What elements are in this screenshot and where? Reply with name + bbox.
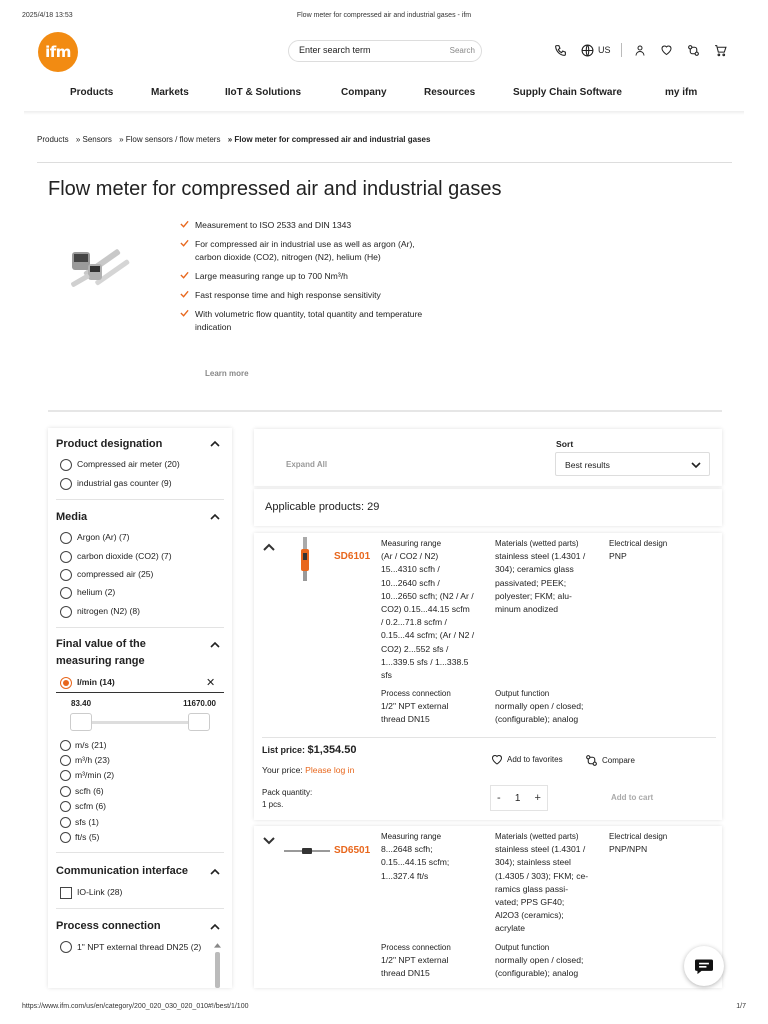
chevron-up-icon[interactable]	[210, 867, 220, 877]
region-label: US	[598, 45, 611, 55]
product-thumbnail[interactable]	[284, 847, 330, 855]
check-icon	[180, 220, 189, 228]
cart-icon[interactable]	[713, 42, 729, 58]
spec-label: Materials (wetted parts)	[495, 539, 579, 548]
filter-option-label: m/s (21)	[75, 740, 107, 750]
favorites-label: Add to favorites	[507, 755, 563, 764]
quantity-decrease-button[interactable]: -	[497, 792, 501, 804]
search-button[interactable]: Search	[449, 46, 475, 55]
nav-company[interactable]: Company	[341, 87, 387, 98]
filter-option-label: 1" NPT external thread DN25 (2)	[77, 942, 202, 952]
filter-title-media[interactable]: Media	[56, 511, 88, 523]
sort-value: Best results	[565, 460, 610, 470]
range-thumb-max[interactable]	[188, 713, 210, 731]
feature-text: Measurement to ISO 2533 and DIN 1343	[195, 220, 352, 230]
breadcrumb-flow-sensors[interactable]: » Flow sensors / flow meters	[119, 135, 221, 144]
list-price-label: List price:	[262, 745, 306, 755]
learn-more-link[interactable]: Learn more	[205, 369, 249, 378]
range-min-value: 83.40	[71, 699, 92, 708]
measuring-range-spec	[381, 830, 491, 883]
compare-label: Compare	[602, 756, 635, 765]
filter-divider	[56, 852, 224, 853]
output-function-spec	[495, 687, 610, 727]
breadcrumb-current: » Flow meter for compressed air and industrial gases	[227, 135, 431, 144]
measuring-range-spec	[381, 537, 491, 682]
chevron-up-icon[interactable]	[210, 922, 220, 932]
radio-button[interactable]	[60, 478, 72, 490]
region-selector[interactable]	[579, 42, 611, 58]
spec-label: Process connection	[381, 689, 451, 698]
applicable-products-text: Applicable products: 29	[265, 501, 380, 513]
filter-divider	[56, 908, 224, 909]
filter-option[interactable]	[60, 551, 172, 563]
radio-button[interactable]	[60, 587, 72, 599]
radio-button[interactable]	[60, 817, 71, 828]
feature-text: With volumetric flow quantity, total quantity and temperature indication	[195, 308, 423, 332]
print-title: Flow meter for compressed air and industrial gases - ifm	[296, 12, 472, 19]
filter-option-label: carbon dioxide (CO2) (7)	[77, 551, 172, 561]
expand-all-button[interactable]: Expand All	[286, 460, 328, 469]
spec-label: Electrical design	[609, 539, 668, 548]
electrical-spec	[609, 537, 714, 563]
filter-option-label: sfs (1)	[75, 817, 99, 827]
process-connection-spec	[381, 687, 491, 727]
print-page-number: 1/7	[736, 1003, 746, 1010]
header-icons	[552, 42, 740, 58]
filter-title-final-value[interactable]: Final value of the measuring range	[56, 638, 146, 667]
check-icon	[180, 290, 189, 298]
filter-option[interactable]	[60, 832, 99, 843]
range-max-value: 11670.00	[183, 699, 216, 708]
scroll-up-icon[interactable]	[214, 942, 221, 948]
spec-value: normally open / closed; (configurable); analog	[495, 701, 584, 725]
process-connection-spec	[381, 941, 491, 981]
clear-filter-icon[interactable]: ✕	[206, 677, 216, 689]
main-navigation	[0, 84, 768, 104]
nav-iiot-solutions[interactable]: IIoT & Solutions	[225, 87, 302, 98]
filter-option[interactable]	[60, 786, 104, 797]
feature-item	[180, 219, 430, 232]
list-price	[262, 744, 356, 756]
filter-option[interactable]	[60, 770, 114, 781]
pack-quantity-label: Pack quantity:	[262, 788, 313, 797]
heart-icon	[491, 754, 503, 765]
ifm-logo[interactable]	[38, 32, 78, 72]
radio-button[interactable]	[60, 569, 72, 581]
chat-icon	[694, 957, 714, 975]
product-image	[66, 230, 136, 300]
search-input[interactable]	[299, 45, 429, 55]
filter-option-label: l/min (14)	[77, 677, 115, 687]
user-icon[interactable]	[632, 42, 648, 58]
materials-spec	[495, 537, 605, 616]
filter-sidebar	[48, 428, 232, 988]
add-to-cart-button[interactable]: Add to cart	[611, 793, 654, 802]
compare-icon[interactable]	[686, 42, 702, 58]
section-divider	[48, 410, 722, 412]
filter-option-label: m³/min (2)	[75, 770, 115, 780]
filter-option-label: nitrogen (N2) (8)	[77, 606, 141, 616]
filter-option-label: scfm (6)	[75, 801, 107, 811]
filter-option-label: scfh (6)	[75, 786, 104, 796]
chevron-up-icon[interactable]	[262, 541, 276, 553]
radio-button[interactable]	[60, 832, 71, 843]
spec-label: Electrical design	[609, 832, 668, 841]
radio-button[interactable]	[60, 459, 72, 471]
nav-shadow	[24, 111, 744, 115]
nav-supply-chain-software[interactable]: Supply Chain Software	[513, 87, 622, 98]
feature-item	[180, 238, 430, 263]
chevron-up-icon[interactable]	[210, 640, 220, 650]
list-price-value: $1,354.50	[307, 744, 357, 756]
your-price-label: Your price:	[262, 765, 303, 775]
feature-item	[180, 270, 430, 283]
feature-text: Fast response time and high response sensitivity	[195, 289, 381, 300]
quantity-stepper[interactable]	[490, 785, 548, 811]
spec-label: Output function	[495, 689, 550, 698]
filter-option[interactable]	[60, 817, 99, 828]
filter-option[interactable]	[60, 801, 106, 812]
radio-button[interactable]	[60, 786, 71, 797]
nav-markets[interactable]: Markets	[151, 87, 189, 98]
results-toolbar	[254, 429, 722, 486]
chevron-up-icon[interactable]	[210, 512, 220, 522]
compare-button[interactable]	[585, 754, 635, 767]
radio-button[interactable]	[60, 551, 72, 563]
spec-value: 1/2" NPT external thread DN15	[381, 955, 449, 979]
feature-item	[180, 308, 430, 333]
breadcrumb-sensors[interactable]: » Sensors	[75, 135, 112, 144]
range-thumb-min[interactable]	[70, 713, 92, 731]
feature-text: Large measuring range up to 700 Nm³/h	[195, 270, 348, 281]
spec-label: Measuring range	[381, 832, 442, 841]
divider	[37, 162, 732, 163]
sort-label: Sort	[556, 439, 574, 449]
print-footer	[22, 1003, 746, 1010]
radio-button-selected[interactable]	[60, 677, 72, 689]
materials-spec	[495, 830, 605, 936]
spec-label: Materials (wetted parts)	[495, 832, 579, 841]
check-icon	[180, 239, 189, 247]
spec-label: Output function	[495, 943, 550, 952]
feature-list	[180, 219, 430, 340]
add-to-favorites-button[interactable]	[491, 754, 563, 765]
login-link[interactable]: Please log in	[305, 765, 355, 775]
filter-option[interactable]	[60, 478, 172, 490]
filter-divider	[56, 627, 224, 628]
phone-icon[interactable]	[552, 42, 568, 58]
print-url: https://www.ifm.com/us/en/category/200_020_030_020_010#!/best/1/100	[22, 1003, 249, 1010]
filter-option[interactable]	[60, 532, 130, 544]
spec-value: PNP/NPN	[609, 844, 648, 855]
check-icon	[180, 309, 189, 317]
product-card	[254, 533, 722, 820]
radio-button[interactable]	[60, 755, 71, 766]
filter-option-label: ft/s (5)	[75, 832, 100, 842]
filter-option[interactable]	[60, 459, 180, 471]
check-icon	[180, 271, 189, 279]
filter-scrollbar[interactable]	[215, 952, 220, 988]
radio-button[interactable]	[60, 606, 72, 618]
product-code[interactable]: SD6501	[334, 845, 371, 856]
filter-option-label: IO-Link (28)	[77, 887, 123, 897]
filter-title-process-connection[interactable]: Process connection	[56, 920, 161, 932]
page-title: Flow meter for compressed air and industrial gases	[48, 178, 502, 200]
filter-option[interactable]	[60, 569, 153, 581]
quantity-increase-button[interactable]: +	[534, 792, 541, 804]
your-price	[262, 765, 354, 775]
filter-option-label: Compressed air meter (20)	[77, 459, 180, 469]
filter-option-label: industrial gas counter (9)	[77, 478, 172, 488]
pack-quantity-value: 1 pcs.	[262, 800, 284, 809]
radio-button[interactable]	[60, 941, 72, 953]
pack-quantity	[262, 787, 312, 811]
applicable-products-count	[254, 489, 722, 526]
spec-value: PNP	[609, 551, 627, 562]
filter-option[interactable]	[60, 755, 110, 766]
spec-label: Measuring range	[381, 539, 442, 548]
print-datetime: 2025/4/18 13:53	[22, 12, 73, 19]
card-divider	[262, 737, 716, 738]
filter-option-label: Argon (Ar) (7)	[77, 532, 130, 542]
chat-button[interactable]	[684, 946, 724, 986]
nav-products[interactable]: Products	[70, 87, 114, 98]
spec-value: (Ar / CO2 / N2) 15...4310 scfh / 10...2640 scfh / 10...2650 scfh; (N2 / Ar / CO2) 0.15...44.15 scfm / 0.2...71.8 scfm / 0.15...44 scfm; (Ar / N2 / CO2) 2...552 sfs / 1...339.5 sfs / 1...338.5 sfs	[381, 551, 475, 681]
radio-button[interactable]	[60, 740, 71, 751]
product-code[interactable]: SD6101	[334, 551, 371, 562]
spec-value: stainless steel (1.4301 / 304); ceramics glass passivated; PEEK; polyester; FKM; alu- minum anodized	[495, 551, 586, 615]
filter-option[interactable]	[60, 587, 115, 599]
feature-text: For compressed air in industrial use as well as argon (Ar), carbon dioxide (CO2), nitrogen (N2), helium (He)	[195, 239, 415, 262]
search-box[interactable]	[288, 40, 482, 62]
globe-icon	[579, 42, 595, 58]
chevron-up-icon[interactable]	[210, 439, 220, 449]
radio-button[interactable]	[60, 801, 71, 812]
nav-my-ifm[interactable]: my ifm	[665, 87, 698, 98]
heart-icon[interactable]	[659, 42, 675, 58]
radio-button[interactable]	[60, 770, 71, 781]
filter-option-label: compressed air (25)	[77, 569, 154, 579]
filter-option-selected[interactable]	[60, 677, 115, 689]
spec-value: 1/2" NPT external thread DN15	[381, 701, 449, 725]
filter-title-communication[interactable]: Communication interface	[56, 865, 189, 877]
chevron-down-icon[interactable]	[262, 834, 276, 846]
spec-label: Process connection	[381, 943, 451, 952]
breadcrumb-products[interactable]: Products	[37, 135, 69, 144]
filter-option-label: m³/h (23)	[75, 755, 110, 765]
feature-item	[180, 289, 430, 302]
sort-select[interactable]	[555, 452, 710, 476]
output-function-spec	[495, 941, 610, 981]
nav-resources[interactable]: Resources	[424, 87, 476, 98]
quantity-value[interactable]: 1	[514, 792, 521, 804]
filter-option-label: helium (2)	[77, 587, 116, 597]
logo-text: ifm	[45, 43, 71, 61]
filter-option[interactable]	[60, 740, 107, 751]
product-card	[254, 826, 722, 988]
spec-value: stainless steel (1.4301 / 304); stainless steel (1.4305 / 303); FKM; ce- ramics glass passi- vated; PPS GF40; Al2O3 (ceramics); acrylate	[495, 844, 589, 934]
spec-value: normally open / closed; (configurable); analog	[495, 955, 584, 979]
checkbox[interactable]	[60, 887, 72, 899]
filter-divider	[56, 692, 224, 693]
chevron-down-icon	[691, 460, 701, 470]
range-slider[interactable]	[60, 699, 222, 735]
print-header	[22, 12, 746, 22]
product-thumbnail[interactable]	[298, 537, 312, 583]
filter-option[interactable]	[60, 887, 122, 899]
electrical-spec	[609, 830, 714, 856]
radio-button[interactable]	[60, 532, 72, 544]
spec-value: 8...2648 scfh; 0.15...44.15 scfm; 1...327.4 ft/s	[381, 844, 450, 881]
filter-option[interactable]	[60, 941, 210, 953]
header-divider	[621, 43, 622, 57]
filter-title-product-designation[interactable]: Product designation	[56, 438, 163, 450]
filter-option[interactable]	[60, 606, 140, 618]
filter-divider	[56, 499, 224, 500]
compare-icon	[585, 754, 598, 767]
breadcrumb	[37, 135, 435, 144]
